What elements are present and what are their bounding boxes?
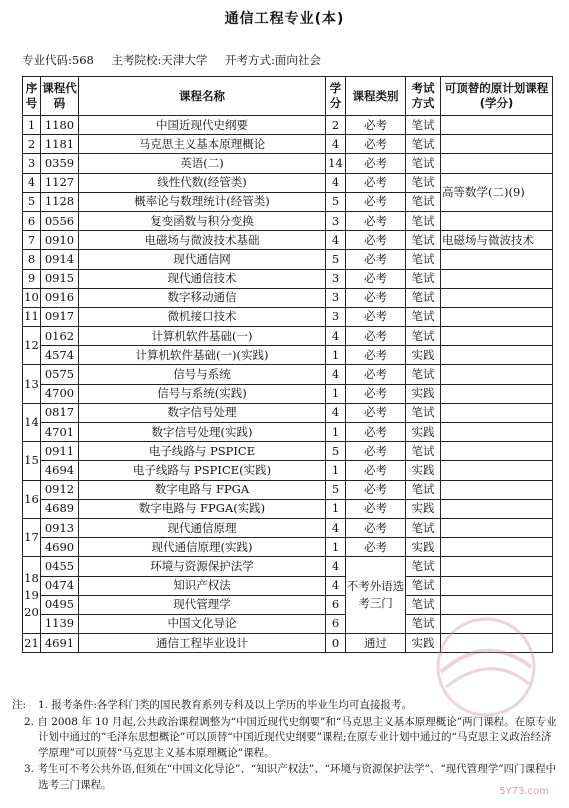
cell-substitute [441, 576, 553, 595]
cell-credit: 3 [326, 211, 346, 230]
cell-credit: 6 [326, 614, 346, 633]
cell-name: 数字信号处理(实践) [79, 423, 326, 442]
table-row [23, 480, 553, 499]
cell-category: 必考 [346, 538, 406, 557]
cell-name: 马克思主义基本原理概论 [79, 135, 326, 154]
header-exam: 考试方式 [406, 77, 441, 116]
table-row [23, 518, 553, 537]
cell-name: 数字移动通信 [79, 288, 326, 307]
cell-name: 微机接口技术 [79, 307, 326, 326]
cell-code: 0575 [41, 365, 79, 384]
cell-category: 必考 [346, 250, 406, 269]
cell-name: 英语(二) [79, 154, 326, 173]
cell-exam: 笔试 [406, 576, 441, 595]
cell-exam: 笔试 [406, 365, 441, 384]
table-row [23, 154, 553, 173]
cell-category: 必考 [346, 135, 406, 154]
header-name: 课程名称 [79, 77, 326, 116]
cell-substitute [441, 250, 553, 269]
cell-category: 通过 [346, 634, 406, 653]
cell-name: 电磁场与微波技术基础 [79, 231, 326, 250]
cell-exam: 笔试 [406, 269, 441, 288]
cell-substitute [441, 135, 553, 154]
cell-credit: 6 [326, 595, 346, 614]
cell-code: 1127 [41, 173, 79, 192]
note-1-text: 1. 报考条件:各学科门类的国民教育系列专科及以上学历的毕业生均可直接报考。 [38, 699, 412, 711]
cell-code: 0817 [41, 403, 79, 422]
cell-exam: 笔试 [406, 116, 441, 135]
table-row [23, 135, 553, 154]
cell-seq: 12 [23, 327, 41, 365]
cell-name: 概率论与数理统计(经管类) [79, 192, 326, 211]
cell-exam: 实践 [406, 461, 441, 480]
table-row [23, 423, 553, 442]
cell-name: 现代通信网 [79, 250, 326, 269]
cell-code: 0162 [41, 327, 79, 346]
table-row [23, 307, 553, 326]
cell-name: 信号与系统 [79, 365, 326, 384]
cell-exam: 笔试 [406, 403, 441, 422]
cell-exam: 笔试 [406, 211, 441, 230]
cell-category: 必考 [346, 154, 406, 173]
table-row [23, 269, 553, 288]
cell-seq: 5 [23, 192, 41, 211]
table-row [23, 384, 553, 403]
host-school: 主考院校:天津大学 [111, 53, 208, 67]
cell-substitute [441, 403, 553, 422]
table-row [23, 116, 553, 135]
cell-substitute [441, 327, 553, 346]
cell-substitute [441, 384, 553, 403]
cell-code: 0917 [41, 307, 79, 326]
cell-code: 0359 [41, 154, 79, 173]
cell-exam: 笔试 [406, 154, 441, 173]
table-row [23, 250, 553, 269]
cell-code: 0910 [41, 231, 79, 250]
cell-category: 必考 [346, 403, 406, 422]
cell-seq: 6 [23, 211, 41, 230]
table-row [23, 461, 553, 480]
major-meta [22, 52, 335, 68]
cell-credit: 4 [326, 173, 346, 192]
cell-substitute [441, 288, 553, 307]
cell-exam: 笔试 [406, 442, 441, 461]
cell-name: 现代通信原理 [79, 518, 326, 537]
table-row [23, 346, 553, 365]
cell-name: 通信工程毕业设计 [79, 634, 326, 653]
cell-credit: 5 [326, 480, 346, 499]
cell-name: 电子线路与 PSPICE(实践) [79, 461, 326, 480]
cell-exam: 实践 [406, 423, 441, 442]
cell-exam: 笔试 [406, 327, 441, 346]
cell-substitute [441, 365, 553, 384]
cell-substitute [441, 518, 553, 537]
cell-seq: 2 [23, 135, 41, 154]
table-header [23, 77, 553, 116]
cell-seq-group: 18 19 20 [23, 557, 41, 634]
cell-exam: 笔试 [406, 480, 441, 499]
cell-category: 必考 [346, 211, 406, 230]
cell-exam: 笔试 [406, 557, 441, 576]
cell-code: 4701 [41, 423, 79, 442]
cell-code: 1180 [41, 116, 79, 135]
table-row [23, 499, 553, 518]
cell-exam: 实践 [406, 538, 441, 557]
cell-seq: 7 [23, 231, 41, 250]
cell-code: 1139 [41, 614, 79, 633]
cell-seq: 1 [23, 116, 41, 135]
note-2: 2. 自 2008 年 10 月起,公共政治课程调整为“中国近现代史纲要”和“马克思主义基本原理概论”两门课程。在原专业计划中通过的“毛泽东思想概论”可以顶替“中国近现代史纲要”课程;在原专业计划中通过的“马克思主义政治经济学原理”可以顶替“马克思主义基本原理概论”课程。 [24, 715, 557, 759]
cell-seq: 13 [23, 365, 41, 403]
cell-exam: 笔试 [406, 192, 441, 211]
cell-name: 知识产权法 [79, 576, 326, 595]
cell-substitute [441, 269, 553, 288]
cell-name: 复变函数与积分变换 [79, 211, 326, 230]
cell-credit: 1 [326, 384, 346, 403]
cell-category: 必考 [346, 480, 406, 499]
cell-category: 必考 [346, 288, 406, 307]
cell-category: 必考 [346, 518, 406, 537]
cell-exam: 笔试 [406, 307, 441, 326]
cell-name: 数字信号处理 [79, 403, 326, 422]
cell-credit: 4 [326, 518, 346, 537]
cell-name: 计算机软件基础(一)(实践) [79, 346, 326, 365]
cell-seq: 16 [23, 480, 41, 518]
cell-name: 中国近现代史纲要 [79, 116, 326, 135]
cell-substitute-em: 电磁场与微波技术 [441, 231, 553, 250]
table-row [23, 576, 553, 595]
cell-name: 数字电路与 FPGA(实践) [79, 499, 326, 518]
cell-substitute [441, 307, 553, 326]
cell-seq: 17 [23, 518, 41, 556]
cell-credit: 4 [326, 403, 346, 422]
watermark-graphic [411, 612, 561, 722]
cell-code: 4694 [41, 461, 79, 480]
header-code: 课程代码 [41, 77, 79, 116]
cell-exam: 笔试 [406, 595, 441, 614]
cell-category: 必考 [346, 231, 406, 250]
cell-credit: 4 [326, 327, 346, 346]
cell-credit: 5 [326, 250, 346, 269]
cell-credit: 5 [326, 192, 346, 211]
cell-credit: 1 [326, 499, 346, 518]
cell-category: 必考 [346, 384, 406, 403]
cell-exam: 笔试 [406, 288, 441, 307]
table-row [23, 557, 553, 576]
cell-name: 中国文化导论 [79, 614, 326, 633]
cell-exam: 笔试 [406, 614, 441, 633]
header-category: 课程类别 [346, 77, 406, 116]
header-substitute: 可顶替的原计划课程(学分) [441, 77, 553, 116]
cell-code: 4689 [41, 499, 79, 518]
cell-code: 0916 [41, 288, 79, 307]
table-row [23, 173, 553, 192]
cell-name: 数字电路与 FPGA [79, 480, 326, 499]
cell-category: 必考 [346, 116, 406, 135]
cell-substitute [441, 154, 553, 173]
cell-code: 0455 [41, 557, 79, 576]
cell-seq: 3 [23, 154, 41, 173]
cell-code: 0495 [41, 595, 79, 614]
cell-exam: 笔试 [406, 173, 441, 192]
table-row [23, 538, 553, 557]
cell-exam: 实践 [406, 499, 441, 518]
table-row [23, 442, 553, 461]
cell-substitute [441, 211, 553, 230]
cell-category: 必考 [346, 442, 406, 461]
cell-substitute [441, 423, 553, 442]
cell-category: 必考 [346, 461, 406, 480]
cell-exam: 笔试 [406, 250, 441, 269]
cell-exam: 笔试 [406, 231, 441, 250]
cell-credit: 2 [326, 116, 346, 135]
cell-seq: 15 [23, 442, 41, 480]
cell-substitute-math: 高等数学(二)(9) [441, 173, 553, 211]
cell-name: 环境与资源保护法学 [79, 557, 326, 576]
cell-substitute [441, 461, 553, 480]
cell-exam: 笔试 [406, 518, 441, 537]
cell-category: 必考 [346, 269, 406, 288]
cell-substitute [441, 346, 553, 365]
cell-category: 必考 [346, 423, 406, 442]
header-credit: 学分 [326, 77, 346, 116]
cell-code: 4574 [41, 346, 79, 365]
cell-exam: 实践 [406, 384, 441, 403]
cell-category: 必考 [346, 173, 406, 192]
cell-substitute [441, 442, 553, 461]
cell-seq: 11 [23, 307, 41, 326]
cell-code: 4691 [41, 634, 79, 653]
cell-substitute [441, 557, 553, 576]
cell-code: 4690 [41, 538, 79, 557]
table-row [23, 231, 553, 250]
cell-category: 必考 [346, 192, 406, 211]
cell-credit: 3 [326, 269, 346, 288]
cell-credit: 1 [326, 346, 346, 365]
cell-code: 0914 [41, 250, 79, 269]
table-row [23, 403, 553, 422]
cell-seq: 10 [23, 288, 41, 307]
cell-seq: 8 [23, 250, 41, 269]
cell-name: 线性代数(经管类) [79, 173, 326, 192]
cell-name: 计算机软件基础(一) [79, 327, 326, 346]
cell-exam: 笔试 [406, 135, 441, 154]
cell-substitute [441, 480, 553, 499]
watermark-text: 5Y73.com [499, 786, 549, 797]
cell-seq: 4 [23, 173, 41, 192]
cell-category: 必考 [346, 327, 406, 346]
cell-seq: 21 [23, 634, 41, 653]
cell-substitute [441, 538, 553, 557]
cell-credit: 4 [326, 557, 346, 576]
cell-code: 0911 [41, 442, 79, 461]
cell-name: 现代通信技术 [79, 269, 326, 288]
cell-category-elective: 不考外语选考三门 [346, 557, 406, 634]
course-table [22, 76, 553, 653]
cell-credit: 3 [326, 307, 346, 326]
exam-mode: 开考方式:面向社会 [225, 53, 321, 67]
cell-credit: 4 [326, 365, 346, 384]
cell-code: 0474 [41, 576, 79, 595]
cell-code: 1181 [41, 135, 79, 154]
cell-substitute [441, 116, 553, 135]
cell-code: 1128 [41, 192, 79, 211]
cell-code: 0913 [41, 518, 79, 537]
major-code: 专业代码:568 [22, 53, 94, 67]
cell-credit: 4 [326, 135, 346, 154]
cell-name: 电子线路与 PSPICE [79, 442, 326, 461]
cell-substitute [441, 499, 553, 518]
cell-exam: 实践 [406, 634, 441, 653]
cell-credit: 4 [326, 576, 346, 595]
notes-label: 注: [12, 699, 27, 711]
cell-category: 必考 [346, 307, 406, 326]
cell-credit: 14 [326, 154, 346, 173]
cell-code: 0915 [41, 269, 79, 288]
cell-exam: 实践 [406, 346, 441, 365]
cell-credit: 1 [326, 461, 346, 480]
cell-name: 现代管理学 [79, 595, 326, 614]
cell-category: 必考 [346, 499, 406, 518]
table-row [23, 327, 553, 346]
note-3: 3. 考生可不考公共外语,但须在“中国文化导论”、“知识产权法”、“环境与资源保护法学”、“现代管理学”四门课程中选考三门课程。 [24, 763, 557, 791]
cell-seq: 14 [23, 403, 41, 441]
cell-credit: 0 [326, 634, 346, 653]
cell-code: 4700 [41, 384, 79, 403]
table-row [23, 288, 553, 307]
table-row [23, 365, 553, 384]
cell-category: 必考 [346, 346, 406, 365]
cell-seq: 9 [23, 269, 41, 288]
header-seq: 序号 [23, 77, 41, 116]
page-title: 通信工程专业(本) [224, 11, 345, 27]
cell-code: 0912 [41, 480, 79, 499]
cell-name: 现代通信原理(实践) [79, 538, 326, 557]
cell-code: 0556 [41, 211, 79, 230]
table-row [23, 211, 553, 230]
cell-credit: 4 [326, 231, 346, 250]
cell-name: 信号与系统(实践) [79, 384, 326, 403]
cell-credit: 1 [326, 538, 346, 557]
cell-credit: 3 [326, 288, 346, 307]
cell-category: 必考 [346, 365, 406, 384]
cell-credit: 5 [326, 442, 346, 461]
cell-credit: 1 [326, 423, 346, 442]
